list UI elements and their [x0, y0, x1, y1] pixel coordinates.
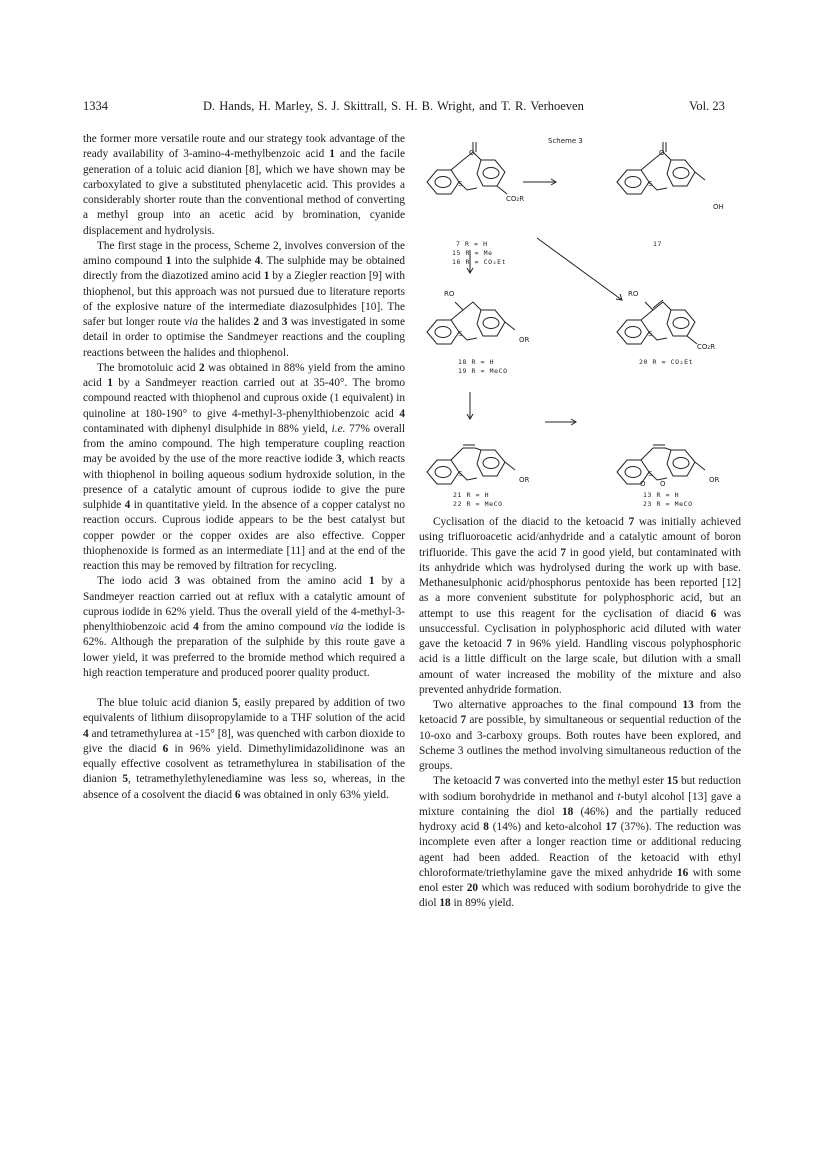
atom-CO2R: CO₂R [697, 343, 716, 351]
page-number: 1334 [83, 99, 108, 113]
atom-OR: OR [519, 336, 530, 344]
compound-label: 19 R = MeCO [458, 367, 508, 375]
compound-label: 23 R = MeCO [643, 500, 693, 508]
compound-label: 20 R = CO₂Et [639, 358, 694, 366]
atom-OR: OR [709, 476, 720, 484]
atom-S: S [648, 470, 653, 478]
right-column [419, 515, 741, 912]
paragraph: The first stage in the process, Scheme 2, involves conversion of the amino compound 1 into the sulphide 4. The sulphide may be obtained directly from the diazotized amino acid 1 by a Ziegler reaction [9] with thiophenol, but this approach was not pursued due to literature reports of the explosive nature of the intermediate diazosulphides [10]. The safer but longer route via the halides 2 and 3 was investigated in some detail in order to optimise the Sandmeyer reactions and the coupling reactions between the halides and thiophenol. [83, 239, 405, 359]
structure-21 [427, 445, 515, 484]
atom-S: S [458, 180, 463, 188]
compound-label: 13 R = H [643, 491, 680, 499]
volume-label: Vol. 23 [689, 99, 725, 113]
structure-13 [617, 445, 705, 484]
structure-20 [617, 300, 697, 344]
atom-O: O [469, 149, 475, 157]
compound-label: 18 R = H [458, 358, 495, 366]
compound-label: 15 R = Me [452, 249, 493, 257]
atom-O: O [659, 149, 665, 157]
atom-S: S [458, 330, 463, 338]
atom-S: S [648, 180, 653, 188]
compound-label: 17 [653, 240, 663, 248]
paragraph: The ketoacid 7 was converted into the methyl ester 15 but reduction with sodium borohydride in methanol and t-butyl alcohol [13] gave a mixture containing the diol 18 (46%) and the partially reduced hydroxy acid 8 (14%) and keto-alcohol 17 (37%). The reduction was incomplete even after a longer reaction time or additional reducing agent had been added. Reaction of the ketoacid with ethyl chloroformate/triethylamine gave the mixed anhydride 16 with some enol ester 20 which was reduced with sodium borohydride to give the diol 18 in 89% yield. [419, 775, 741, 910]
atom-CO2R: CO₂R [506, 195, 525, 203]
compound-label: 7 R = H [456, 240, 488, 248]
paragraph: Two alternative approaches to the final compound 13 from the ketoacid 7 are possible, by simultaneous or sequential reduction of the 10-oxo and 3-carboxy groups. Both routes have been explored, and Scheme 3 outlines the method involving simultaneous reduction of the groups. [419, 699, 741, 772]
compound-label: 22 R = MeCO [453, 500, 503, 508]
running-head-authors: D. Hands, H. Marley, S. J. Skittrall, S. H. B. Wright, and T. R. Verhoeven [203, 99, 584, 113]
compound-label: 21 R = H [453, 491, 490, 499]
paragraph: The iodo acid 3 was obtained from the amino acid 1 by a Sandmeyer reaction carried out at reflux with a catalytic amount of cuprous iodide in 62% yield. Thus the overall yield of the 4-methyl-3-phenylthiobenzoic acid 4 from the amino compound via the iodide is 62%. Although the preparation of the sulphide by this route gave a lower yield, it was preferred to the bromide method which required a high reaction temperature and produced poorer quality product. [83, 575, 405, 679]
atom-RO: RO [628, 290, 639, 298]
atom-S: S [648, 330, 653, 338]
scheme-structures [415, 130, 745, 510]
compound-label: 16 R = CO₂Et [452, 258, 507, 266]
atom-O: O [640, 480, 646, 488]
structure-18 [427, 302, 515, 344]
atom-OH: OH [713, 203, 724, 211]
atom-RO: RO [444, 290, 455, 298]
atom-OR: OR [519, 476, 530, 484]
paragraph: The bromotoluic acid 2 was obtained in 88% yield from the amino acid 1 by a Sandmeyer reaction carried out at 35-40°. The bromo compound reacted with thiophenol and cuprous oxide (1 equivalent) in quinoline at 180-190° to give 4-methyl-3-phenylthiobenzoic acid 4 contaminated with diphenyl disulphide in 88% yield, i.e. 77% overall from the amino compound. The high temperature coupling reaction may be avoided by the use of the more reactive iodide 3, which reacts with thiophenol in boiling aqueous sodium hydroxide solution, in the presence of a catalytic amount of cuprous iodide to give the pure sulphide 4 in quantitative yield. In the absence of a copper catalyst no reaction occurs. Cuprous iodide appears to be the best catalyst but copper powder or the copper oxides are also effective. Copper thiophenoxide is formed as an intermediate [11] and at the end of the reaction this may be removed by filtration for recycling. [83, 361, 406, 572]
reaction-arrow [537, 238, 622, 300]
paragraph: The blue toluic acid dianion 5, easily prepared by addition of two equivalents of lithium diisopropylamide to a THF solution of the acid 4 and tetramethylurea at -15° [8], was quenched with carbon dioxide to give the diacid 6 in 96% yield. Dimethylimidazolidinone was an equally effective cosolvent as tetramethylurea in stabilisation of the dianion 5, tetramethylethylenediamine was less so, whereas, in the absence of a cosolvent the diacid 6 was obtained in only 63% yield. [83, 697, 405, 801]
paragraph: Cyclisation of the diacid to the ketoacid 7 was initially achieved using trifluoroacetic acid/anhydride and a catalytic amount of boron trifluoride. This gave the acid 7 in good yield, but contaminated with its anhydride which was hydrolysed during the work up with base. Methanesulphonic acid/phosphorus pentoxide has been reported [12] as a more convenient substitute for polyphosphoric acid, but an attempt to use this reagent for the cyclisation of diacid 6 was unsuccessful. Cyclisation in polyphosphoric acid diluted with water gave the ketoacid 7 in 96% yield. Handling viscous polyphosphoric acid is a little difficult on the large scale, but dilution with a small amount of water increased the mobility of the mixture and also prevented anhydride formation. [419, 516, 741, 696]
scheme-title: Scheme 3 [548, 137, 583, 145]
structure-7 [427, 142, 507, 194]
atom-O: O [660, 480, 666, 488]
atom-S: S [458, 470, 463, 478]
left-column [83, 132, 405, 803]
paragraph: the former more versatile route and our strategy took advantage of the ready availability of 3-amino-4-methylbenzoic acid 1 and the facile generation of a toluic acid dianion [8], which we have shown may be carboxylated to give a substituted phenylacetic acid. This provides a considerably shorter route than the conventional method of converting a methyl group into an acetic acid by bromination, cyanide displacement and hydrolysis. [83, 133, 405, 237]
